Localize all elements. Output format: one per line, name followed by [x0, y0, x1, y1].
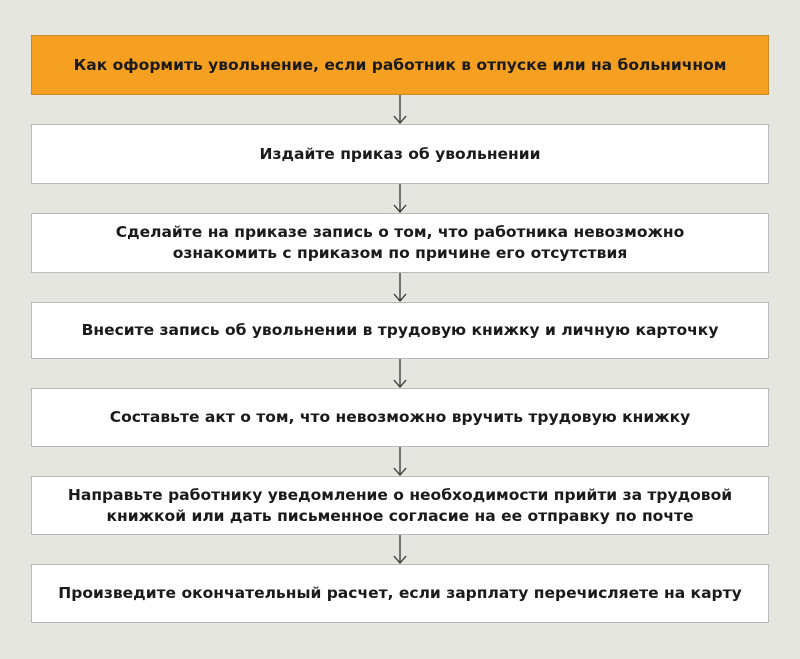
arrow-down-icon: [390, 184, 410, 213]
arrow-down-icon: [390, 359, 410, 388]
step-box-1: [31, 124, 769, 184]
step-box-5: [31, 476, 769, 535]
step-box-4: [31, 388, 769, 447]
step-text-4: Составьте акт о том, что невозможно вручить трудовую книжку: [109, 408, 691, 426]
flowchart-title-box: [31, 35, 769, 95]
step-text-6: Произведите окончательный расчет, если зарплату перечисляете на карту: [58, 584, 742, 602]
step-text-1: Издайте приказ об увольнении: [259, 144, 541, 163]
step-box-3: [31, 302, 769, 359]
step-box-6: [31, 564, 769, 623]
step-text-5: Направьте работнику уведомление о необходимости прийти за трудовой книжкой или дать письменное согласие на ее отправку по почте: [67, 485, 733, 525]
step-text-2: Сделайте на приказе запись о том, что работника невозможно ознакомить с приказом по причине его отсутствия: [115, 223, 685, 262]
arrow-down-icon: [390, 447, 410, 476]
arrow-down-icon: [390, 535, 410, 564]
step-box-2: [31, 213, 769, 273]
step-text-3: Внесите запись об увольнении в трудовую книжку и личную карточку: [81, 321, 719, 339]
arrow-down-icon: [390, 273, 410, 302]
flowchart-title: Как оформить увольнение, если работник в отпуске или на больничном: [73, 55, 727, 74]
arrow-down-icon: [390, 95, 410, 124]
